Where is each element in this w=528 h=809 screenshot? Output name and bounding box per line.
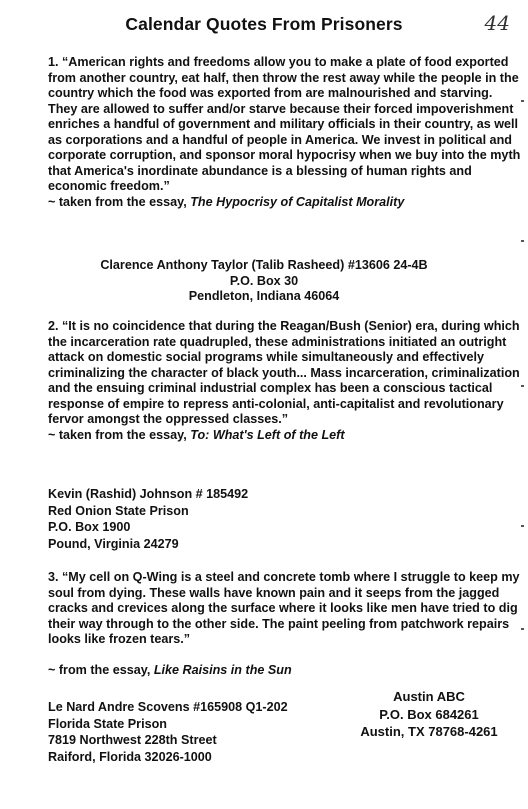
address-line: Red Onion State Prison [48,503,189,518]
address-line: P.O. Box 30 [229,273,299,288]
address-line: Le Nard Andre Scovens #165908 Q1-202 [48,700,288,714]
quote-source [48,428,522,444]
address-line: Florida State Prison [48,716,167,731]
address-line: Kevin (Rashid) Johnson # 185492 [48,487,249,501]
address-line: Austin ABC [393,689,465,704]
source-prefix: ~ taken from the essay, [48,194,191,209]
scan-speck [521,628,524,630]
quote-3 [48,570,522,648]
address-taylor [0,258,528,305]
address-austin-abc [344,688,514,741]
quote-source [48,663,522,679]
address-scovens [48,699,348,765]
address-line: P.O. Box 684261 [379,706,479,722]
source-title: The Hypocrisy of Capitalist Morality [190,194,405,209]
quote-source [48,195,522,211]
address-line: 7819 Northwest 228th Street [48,733,217,747]
quote-text: 3. “My cell on Q-Wing is a steel and concrete tomb where I struggle to keep my soul from dying. These walls have known pain and it seeps from the jagged cracks and crevices along the surface where it looks like men have tried to dig their way through to the other side. The paint peeling from patchwork repairs looks like frozen tears.” [48,570,520,646]
source-prefix: ~ taken from the essay, [48,427,191,442]
address-line: Pendleton, Indiana 46064 [188,289,340,303]
source-prefix: ~ from the essay, [48,663,154,677]
source-title: Like Raisins in the Sun [153,663,292,677]
scan-speck [521,100,524,102]
scan-speck [521,240,524,242]
address-line: Austin, TX 78768-4261 [360,724,498,739]
quote-text: 1. “American rights and freedoms allow you to make a plate of food exported from another country, eat half, then throw the rest away while the people in the country which the food was exported from are malnourished and starving. They are allowed to suffer and/or starve because their forced impoverishment enriches a handful of government and military officials in their country, as well as corporations and a handful of people in America. We invest in political and corporate corruption, and sponsor moral hypocrisy when we buy into the myth that America's inordinate abundance is a blessing of human rights and economic freedom.” [48,55,521,193]
address-line: P.O. Box 1900 [48,520,131,534]
quote-text: 2. “It is no coincidence that during the Reagan/Bush (Senior) era, during which the incarceration rate quadrupled, these administrations initiated an outright attack on domestic social programs while simultaneously and effectively criminalizing the character of black youth... Mass incarceration, criminalization and the ensuing criminal industrial complex has been a conscious tactical response of empire to repress anti-colonial, anti-capitalist and revolutionary fervor amongst the oppressed classes.” [48,319,520,426]
scan-speck [521,525,524,527]
page-title: Calendar Quotes From Prisoners [125,14,403,34]
quote-2 [48,319,522,443]
address-johnson [48,486,348,552]
quote-3-source [48,663,522,679]
handwritten-page-number: 44 [484,11,510,35]
source-title: To: What's Left of the Left [190,427,345,442]
address-line: Pound, Virginia 24279 [48,536,179,551]
address-line: Clarence Anthony Taylor (Talib Rasheed) #13606 24-4B [100,258,428,272]
quote-1 [48,55,522,210]
scan-speck [521,385,524,387]
address-line: Raiford, Florida 32026-1000 [48,749,212,764]
